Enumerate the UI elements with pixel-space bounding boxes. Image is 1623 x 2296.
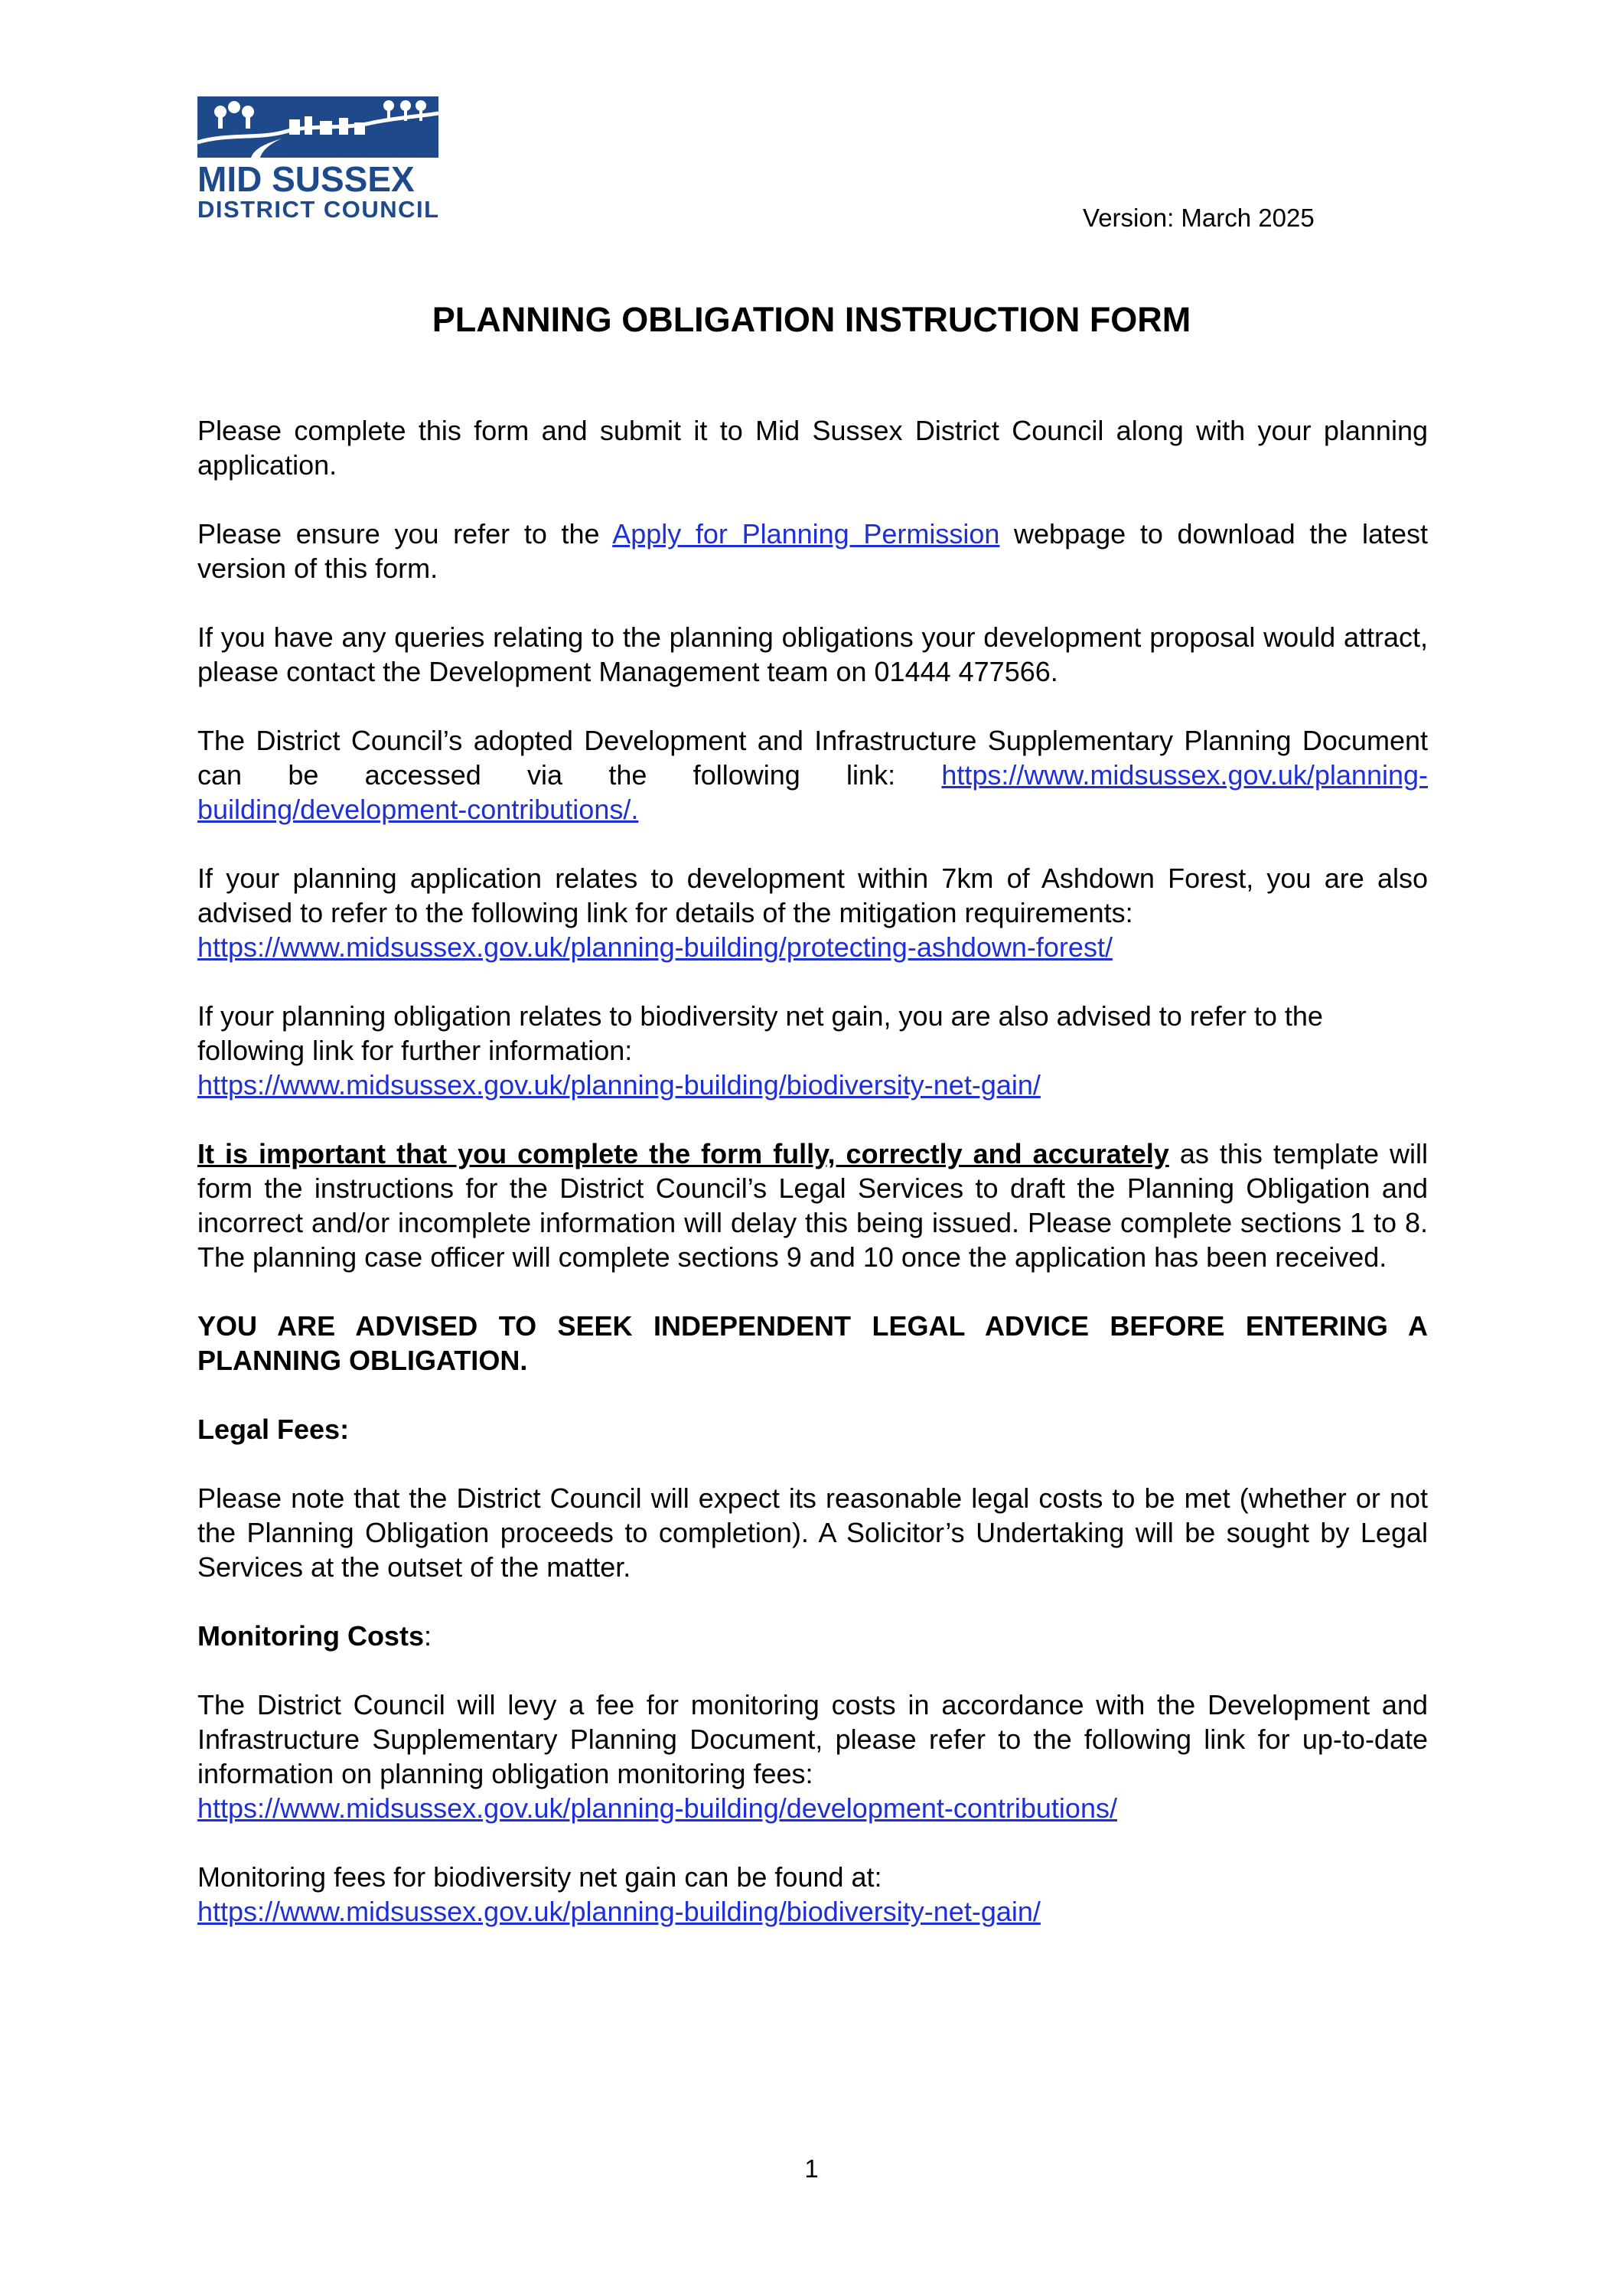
bng-monitoring-paragraph	[197, 1860, 1428, 1929]
legal-fees-heading: Legal Fees:	[197, 1414, 350, 1445]
monitoring-costs-text: The District Council will levy a fee for monitoring costs in accordance with the Development and Infrastructure Supplementary Planning Document, please refer to the following link for up-to-date information on planning obligation monitoring fees:	[197, 1689, 1428, 1789]
intro-p6-text: If your planning obligation relates to biodiversity net gain, you are also advised to refer to the following link for further information:	[197, 1000, 1323, 1066]
intro-paragraph-6	[197, 999, 1428, 1102]
intro-paragraph-4	[197, 723, 1428, 827]
intro-paragraph-2	[197, 517, 1428, 585]
important-notice: It is important that you complete the form fully, correctly and accurately	[197, 1138, 1169, 1169]
biodiversity-net-gain-link[interactable]: https://www.midsussex.gov.uk/planning-building/biodiversity-net-gain/	[197, 1069, 1041, 1101]
legal-advice-warning: YOU ARE ADVISED TO SEEK INDEPENDENT LEGAL ADVICE BEFORE ENTERING A PLANNING OBLIGATION.	[197, 1310, 1428, 1376]
page-number: 1	[804, 2154, 819, 2183]
version-label: Version: March 2025	[1083, 204, 1315, 232]
intro-p2-before: Please ensure you refer to the	[197, 518, 613, 550]
bng-monitoring-text: Monitoring fees for biodiversity net gain can be found at:	[197, 1861, 882, 1893]
monitoring-costs-heading-row	[197, 1619, 1428, 1653]
council-logo-graphic	[197, 96, 438, 230]
bng-monitoring-link[interactable]: https://www.midsussex.gov.uk/planning-building/biodiversity-net-gain/	[197, 1896, 1041, 1927]
intro-p2-after: webpage to download the latest version of this form.	[197, 518, 1429, 584]
monitoring-costs-paragraph	[197, 1688, 1428, 1825]
document-body	[197, 413, 1428, 1963]
intro-p4-before: The District Council’s adopted Development and Infrastructure Supplementary Planning Document can be accessed via the following link:	[197, 725, 1428, 791]
monitoring-fees-link[interactable]: https://www.midsussex.gov.uk/planning-building/development-contributions/	[197, 1792, 1117, 1824]
logo-line1: MID SUSSEX	[197, 159, 415, 199]
intro-paragraph-3: If you have any queries relating to the planning obligations your development proposal would attract, please contact the Development Management team on 01444 477566.	[197, 621, 1428, 687]
development-contributions-link[interactable]: https://www.midsussex.gov.uk/planning-building/development-contributions/.	[197, 759, 1428, 825]
council-logo	[197, 96, 438, 230]
intro-paragraph-5	[197, 861, 1428, 964]
intro-paragraph-7	[197, 1137, 1428, 1274]
page-title: PLANNING OBLIGATION INSTRUCTION FORM	[432, 300, 1191, 339]
logo-line2: DISTRICT COUNCIL	[197, 196, 438, 223]
intro-p7-rest: as this template will form the instructions for the District Council’s Legal Services to draft the Planning Obligation and incorrect and/or incomplete information will delay this being issued. Please complete sections 1 to 8. The planning case officer will complete sections 9 and 10 once the application has been received.	[197, 1138, 1428, 1273]
ashdown-forest-link[interactable]: https://www.midsussex.gov.uk/planning-building/protecting-ashdown-forest/	[197, 931, 1113, 963]
intro-paragraph-1: Please complete this form and submit it to Mid Sussex District Council along with your planning application.	[197, 415, 1428, 481]
apply-planning-permission-link[interactable]: Apply for Planning Permission	[612, 518, 1000, 550]
intro-p5-text: If your planning application relates to development within 7km of Ashdown Forest, you are also advised to refer to the following link for details of the mitigation requirements:	[197, 863, 1428, 928]
monitoring-costs-colon: :	[423, 1620, 432, 1652]
legal-fees-text: Please note that the District Council will expect its reasonable legal costs to be met (whether or not the Planning Obligation proceeds to completion). A Solicitor’s Undertaking will be sought by Legal Services at the outset of the matter.	[197, 1482, 1428, 1583]
monitoring-costs-heading: Monitoring Costs	[197, 1620, 424, 1652]
